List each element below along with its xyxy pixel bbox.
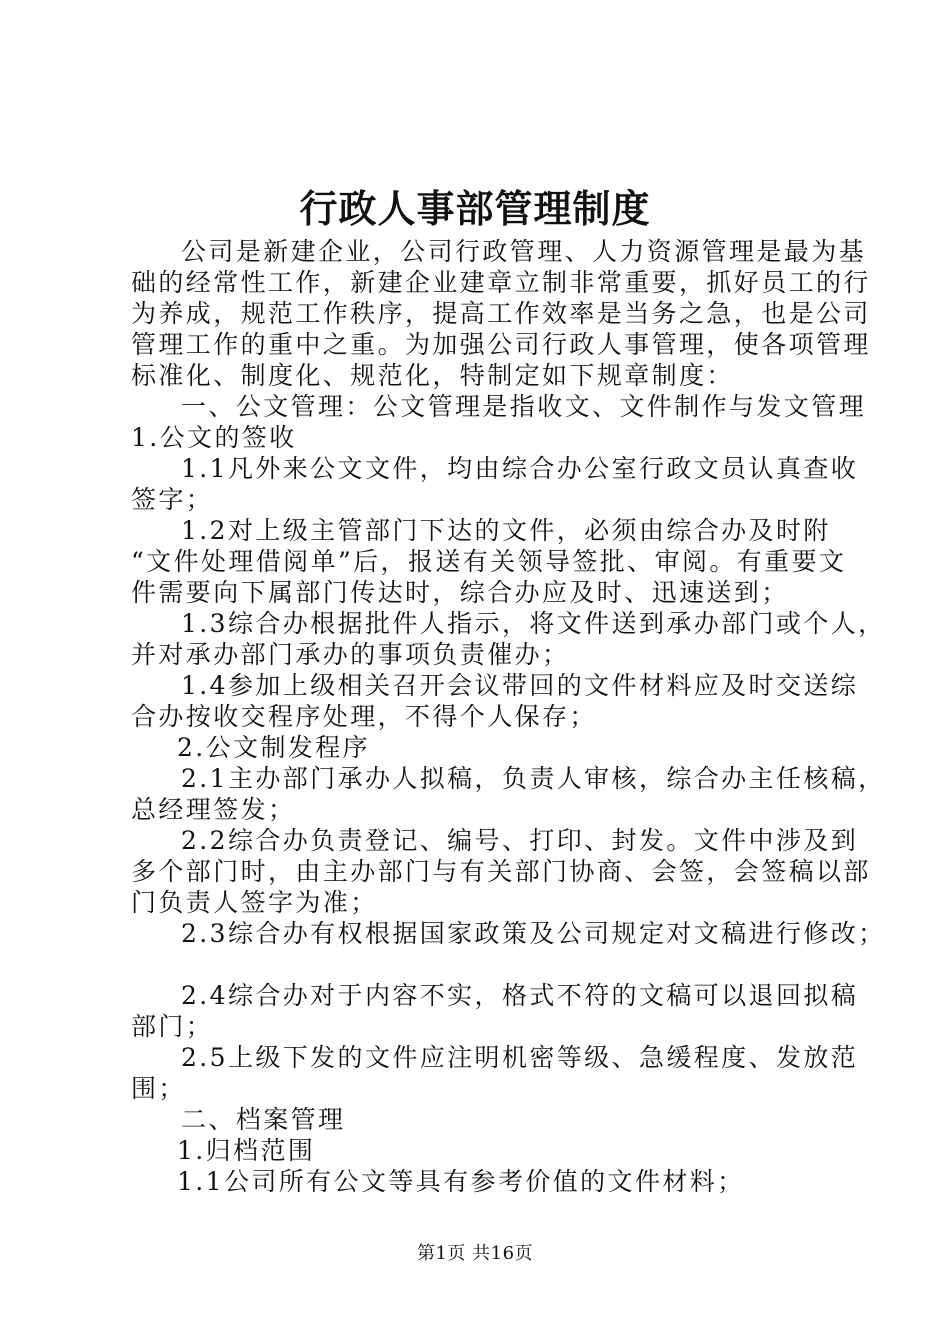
paragraph-line: 1.3综合办根据批件人指示，将文件送到承办部门或个人， bbox=[181, 609, 886, 638]
paragraph-line: 为养成，规范工作秩序，提高工作效率是当务之急，也是公司 bbox=[131, 299, 871, 328]
paragraph-line: 公司是新建企业，公司行政管理、人力资源管理是最为基 bbox=[181, 237, 867, 266]
paragraph-line: 围； bbox=[131, 1074, 186, 1103]
paragraph-line: 标准化、制度化、规范化，特制定如下规章制度： bbox=[131, 361, 734, 390]
section-heading: 二、档案管理 bbox=[181, 1105, 346, 1134]
paragraph-line: 1.4参加上级相关召开会议带回的文件材料应及时交送综 bbox=[181, 671, 859, 700]
paragraph-line: 础的经常性工作，新建企业建章立制非常重要，抓好员工的行 bbox=[131, 268, 871, 297]
paragraph-line: 件需要向下属部门传达时，综合办应及时、迅速送到； bbox=[131, 578, 789, 607]
subsection-heading: 1.公文的签收 bbox=[131, 423, 297, 452]
paragraph-line: 管理工作的重中之重。为加强公司行政人事管理，使各项管理 bbox=[131, 330, 871, 359]
paragraph-line: 2.3综合办有权根据国家政策及公司规定对文稿进行修改； bbox=[181, 919, 886, 948]
document-body bbox=[131, 236, 886, 1197]
document-title: 行政人事部管理制度 bbox=[299, 186, 651, 231]
paragraph-line: 1.1凡外来公文文件，均由综合办公室行政文员认真查收 bbox=[181, 454, 859, 483]
paragraph-line: 门负责人签字为准； bbox=[131, 888, 378, 917]
subsection-heading: 2.公文制发程序 bbox=[177, 733, 371, 762]
paragraph-line: 1.1公司所有公文等具有参考价值的文件材料； bbox=[177, 1167, 745, 1196]
paragraph-line: 并对承办部门承办的事项负责催办； bbox=[131, 640, 570, 669]
paragraph-line: “文件处理借阅单”后，报送有关领导签批、审阅。有重要文 bbox=[131, 547, 847, 576]
subsection-heading: 1.归档范围 bbox=[177, 1136, 316, 1165]
paragraph-line: 多个部门时，由主办部门与有关部门协商、会签，会签稿以部 bbox=[131, 857, 871, 886]
blank-line bbox=[131, 949, 836, 980]
paragraph-line: 2.1主办部门承办人拟稿，负责人审核，综合办主任核稿， bbox=[181, 764, 886, 793]
section-heading: 一、公文管理：公文管理是指收文、文件制作与发文管理 bbox=[181, 392, 867, 421]
paragraph-line: 总经理签发； bbox=[131, 795, 296, 824]
paragraph-line: 签字； bbox=[131, 485, 214, 514]
paragraph-line: 合办按收交程序处理，不得个人保存； bbox=[131, 702, 597, 731]
paragraph-line: 2.4综合办对于内容不实，格式不符的文稿可以退回拟稿 bbox=[181, 981, 859, 1010]
page-number-footer: 第1页 共16页 bbox=[416, 1243, 534, 1264]
paragraph-line: 部门； bbox=[131, 1012, 214, 1041]
paragraph-line: 2.5上级下发的文件应注明机密等级、急缓程度、发放范 bbox=[181, 1043, 859, 1072]
paragraph-line: 1.2对上级主管部门下达的文件，必须由综合办及时附 bbox=[181, 516, 831, 545]
paragraph-line: 2.2综合办负责登记、编号、打印、封发。文件中涉及到 bbox=[181, 826, 859, 855]
